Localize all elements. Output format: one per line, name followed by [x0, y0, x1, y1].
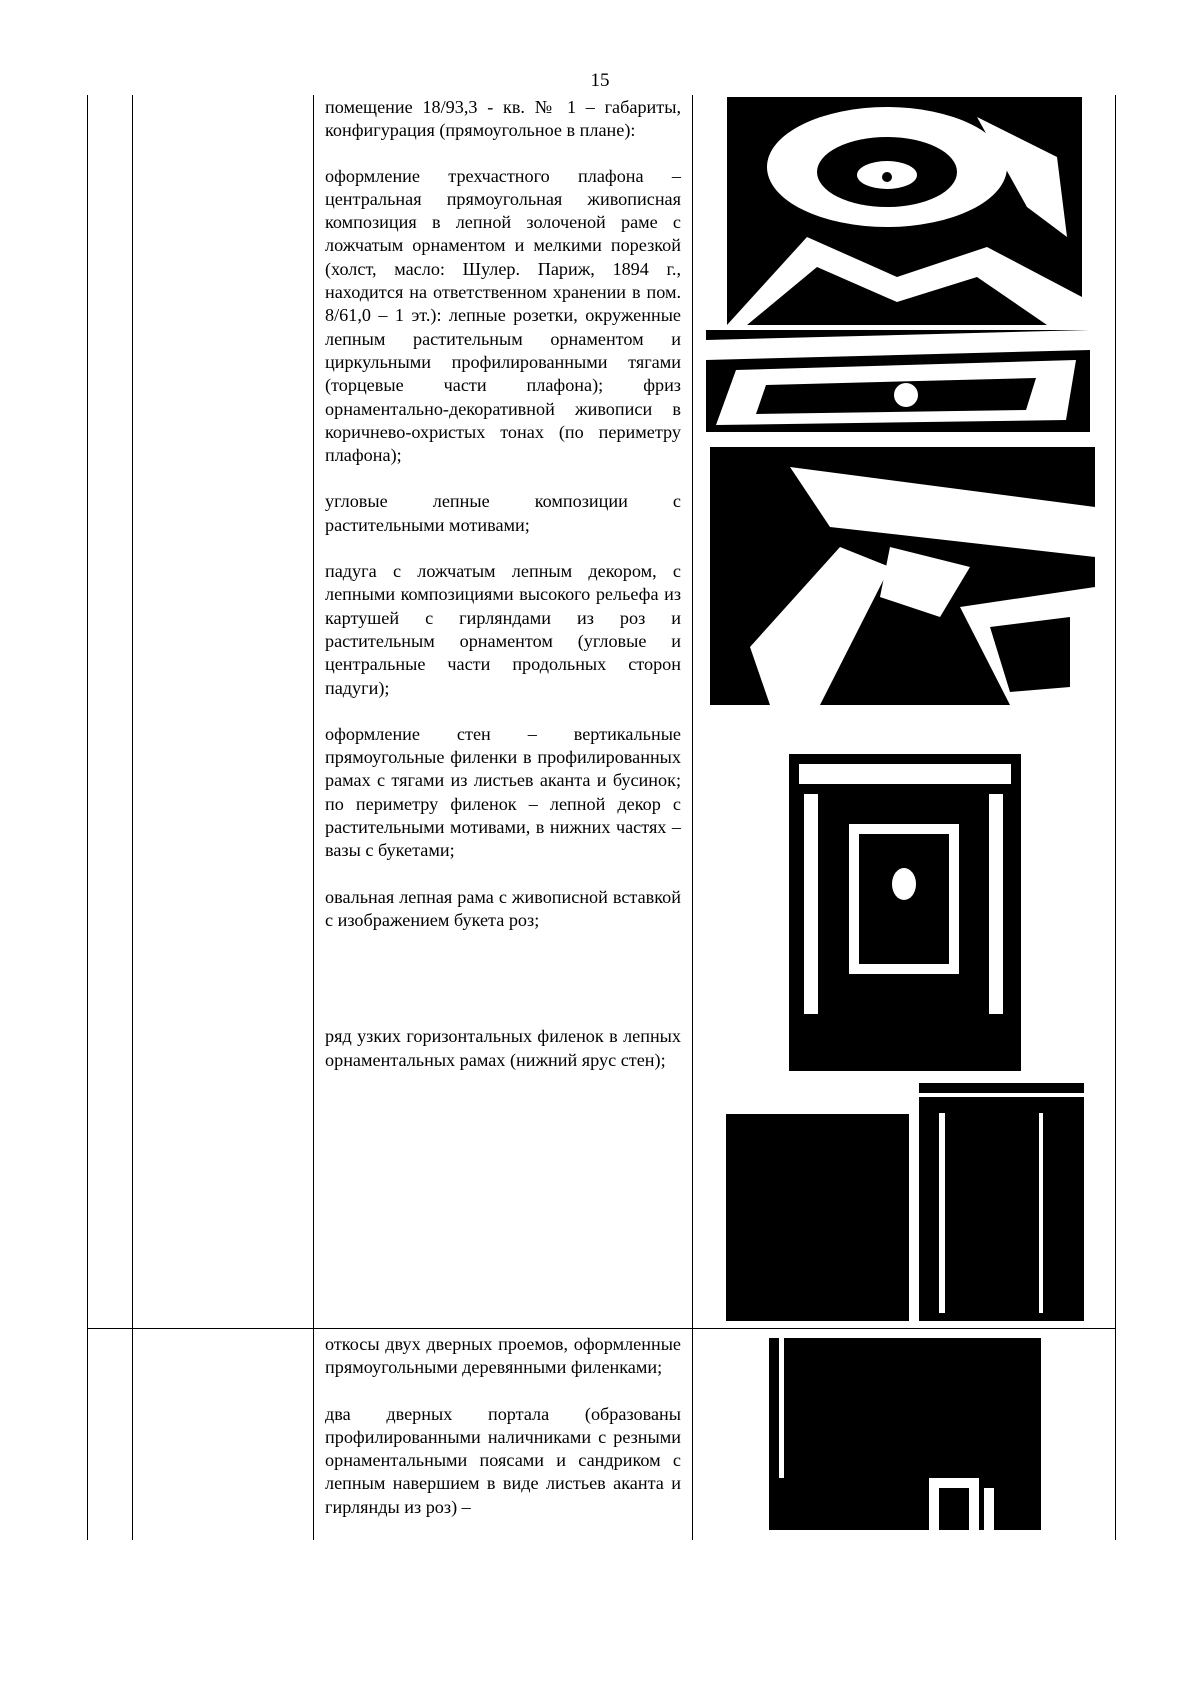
photo-lower-panels-right: [919, 1083, 1084, 1321]
paragraph-corner-compositions: угловые лепные композиции с растительными мотивами;: [325, 491, 681, 535]
paragraph-paduga: падуга с ложчатым лепным декором, с лепными композициями высокого рельефа из картушей с гирляндами из роз и растительным орнаментом (угловые и центральные части продольных сторон падуги);: [325, 561, 681, 698]
photo-wall-panel: [789, 754, 1021, 1071]
table-border-left: [87, 95, 88, 1540]
photo-ceiling-plafond: [727, 97, 1082, 325]
row1-text: [325, 96, 681, 1072]
paragraph-ceiling-plafond: оформление трехчастного плафона – центральная прямоугольная живописная композиция в лепной золоченой раме с ложчатым орнаментом и мелкими порезкой (холст, масло: Шулер. Париж, 1894 г., находится на ответственном хранении в пом. 8/61,0 – 1 эт.): лепные розетки, окруженные лепным растительным орнаментом и циркульными профилированными тягами (торцевые части плафона); фриз орнаментально-декоративной живописи в коричнево-охристых тонах (по периметру плафона);: [325, 165, 681, 466]
paragraph-door-slopes: откосы двух дверных проемов, оформленные прямоугольными деревянными филенками;: [325, 1334, 681, 1378]
paragraph-walls: оформление стен – вертикальные прямоугольные филенки в профилированных рамах с тягами из листьев аканта и бусинок; по периметру филенок – лепной декор с растительными мотивами, в нижних частях – вазы с букетами;: [325, 723, 681, 861]
photo-ceiling-frame: [706, 330, 1090, 432]
photo-door-portal: [769, 1338, 1041, 1530]
page-number: 15: [590, 70, 610, 91]
paragraph-room-dimensions: помещение 18/93,3 - кв. № 1 – габариты, конфигурация (прямоугольное в плане):: [325, 97, 681, 141]
paragraph-lower-panels: ряд узких горизонтальных филенок в лепных орнаментальных рамах (нижний ярус стен);: [325, 1026, 681, 1070]
photo-lower-panels-left: [726, 1114, 909, 1321]
table-column-divider-1: [132, 95, 133, 1540]
table-column-divider-2: [313, 95, 314, 1540]
photo-paduga-cartouche: [710, 447, 1095, 705]
table-row-divider: [87, 1328, 1116, 1329]
paragraph-door-portals: два дверных портала (образованы профилированными наличниками с резными орнаментальными поясами и сандриком с лепным навершием в виде листьев аканта и гирлянды из роз) –: [325, 1403, 681, 1517]
table-column-divider-3: [692, 95, 693, 1540]
row2-text: [325, 1333, 681, 1519]
paragraph-oval-frame: овальная лепная рама с живописной вставкой с изображением букета роз;: [325, 886, 681, 930]
table-border-right: [1115, 95, 1116, 1540]
